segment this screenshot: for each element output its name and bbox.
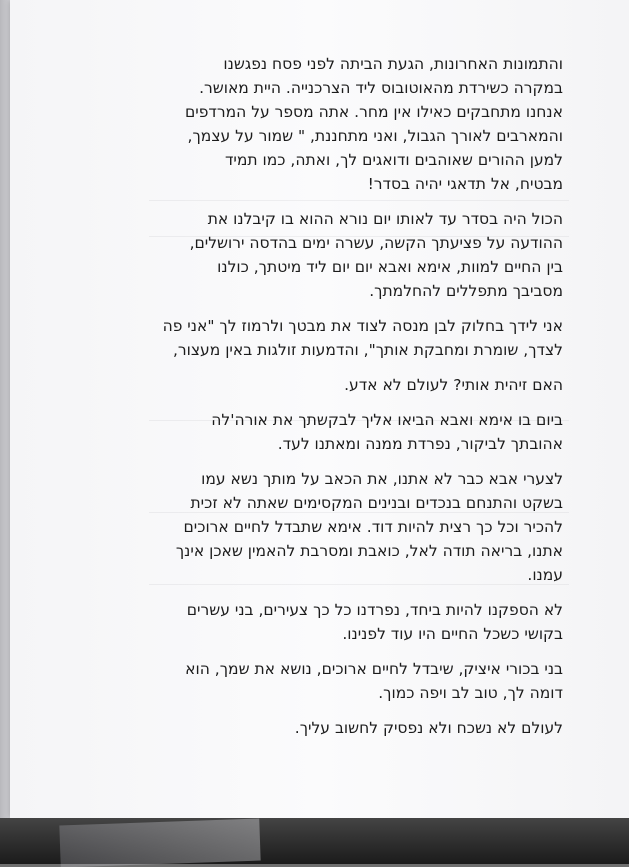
text-line: הכול היה בסדר עד לאותו יום נורא ההוא בו קיבלנו את (207, 210, 563, 228)
text-line: בין החיים למוות, אימא ואבא יום יום ליד מיטתך, כולנו (217, 258, 563, 276)
text-line: בקושי כשכל החיים היו עוד לפנינו. (342, 625, 563, 643)
paragraph (55, 716, 563, 740)
letter-body (55, 52, 563, 751)
text-line: אתנו, בריאה תודה לאל, כואבת ומסרבת להאמין שאכן אינך (175, 542, 563, 560)
text-line: עמנו. (527, 566, 563, 584)
text-line: והתמונות האחרונות, הגעת הביתה לפני פסח נפגשנו (223, 55, 563, 73)
text-line: מבטיח, אל תדאגי יהיה בסדר! (367, 175, 563, 193)
text-line: והמארבים לאורך הגבול, ואני מתחננת, " שמור על עצמך, (187, 127, 563, 145)
text-line: למען ההורים שאוהבים ודואגים לך, ואתה, כמו תמיד (224, 151, 563, 169)
text-line: ההודעה על פציעתך הקשה, עשרה ימים בהדסה ירושלים, (189, 234, 563, 252)
text-line: לעולם לא נשכח ולא נפסיק לחשוב עליך. (294, 719, 563, 737)
text-line: בשקט והתנחם בנכדים ובנינים המקסימים שאתה לא זכית (190, 494, 563, 512)
text-line: אהובתך לביקור, נפרדת ממנה ומאתנו לעד. (277, 435, 563, 453)
text-line: אני לידך בחלוק לבן מנסה לצוד את מבטך ולרמוז לך "אני פה (162, 317, 563, 335)
paragraph (55, 657, 563, 705)
text-line: לצדך, שומרת ומחבקת אותך", והדמעות זולגות באין מעצור, (172, 341, 563, 359)
paragraph (55, 598, 563, 646)
text-line: אנחנו מתחבקים כאילו אין מחר. אתה מספר על המרדפים (184, 103, 563, 121)
text-line: לא הספקנו להיות ביחד, נפרדנו כל כך צעירים, בני עשרים (186, 601, 563, 619)
paragraph (55, 408, 563, 456)
text-line: להכיר וכל כך רצית להיות דוד. אימא שתבדל לחיים ארוכים (183, 518, 563, 536)
text-line: לצערי אבא כבר לא אתנו, את הכאב על מותך נשא עמו (201, 470, 563, 488)
text-line: האם זיהית אותי? לעולם לא אדע. (344, 376, 563, 394)
paragraph (55, 314, 563, 362)
paragraph (55, 52, 563, 196)
paragraph (55, 373, 563, 397)
text-line: בני בכורי איציק, שיבדל לחיים ארוכים, נושא את שמך, הוא (185, 660, 563, 678)
text-line: במקרה כשירדת מהאוטובוס ליד הצרכנייה. היית מאושר. (199, 79, 563, 97)
paragraph (55, 207, 563, 303)
paragraph (55, 467, 563, 587)
text-line: דומה לך, טוב לב ויפה כמוך. (378, 684, 563, 702)
text-line: מסביבך מתפללים להחלמתך. (369, 282, 563, 300)
text-line: ביום בו אימא ואבא הביאו אליך לבקשתך את אורה'לה (211, 411, 563, 429)
scan-tape (59, 819, 260, 867)
